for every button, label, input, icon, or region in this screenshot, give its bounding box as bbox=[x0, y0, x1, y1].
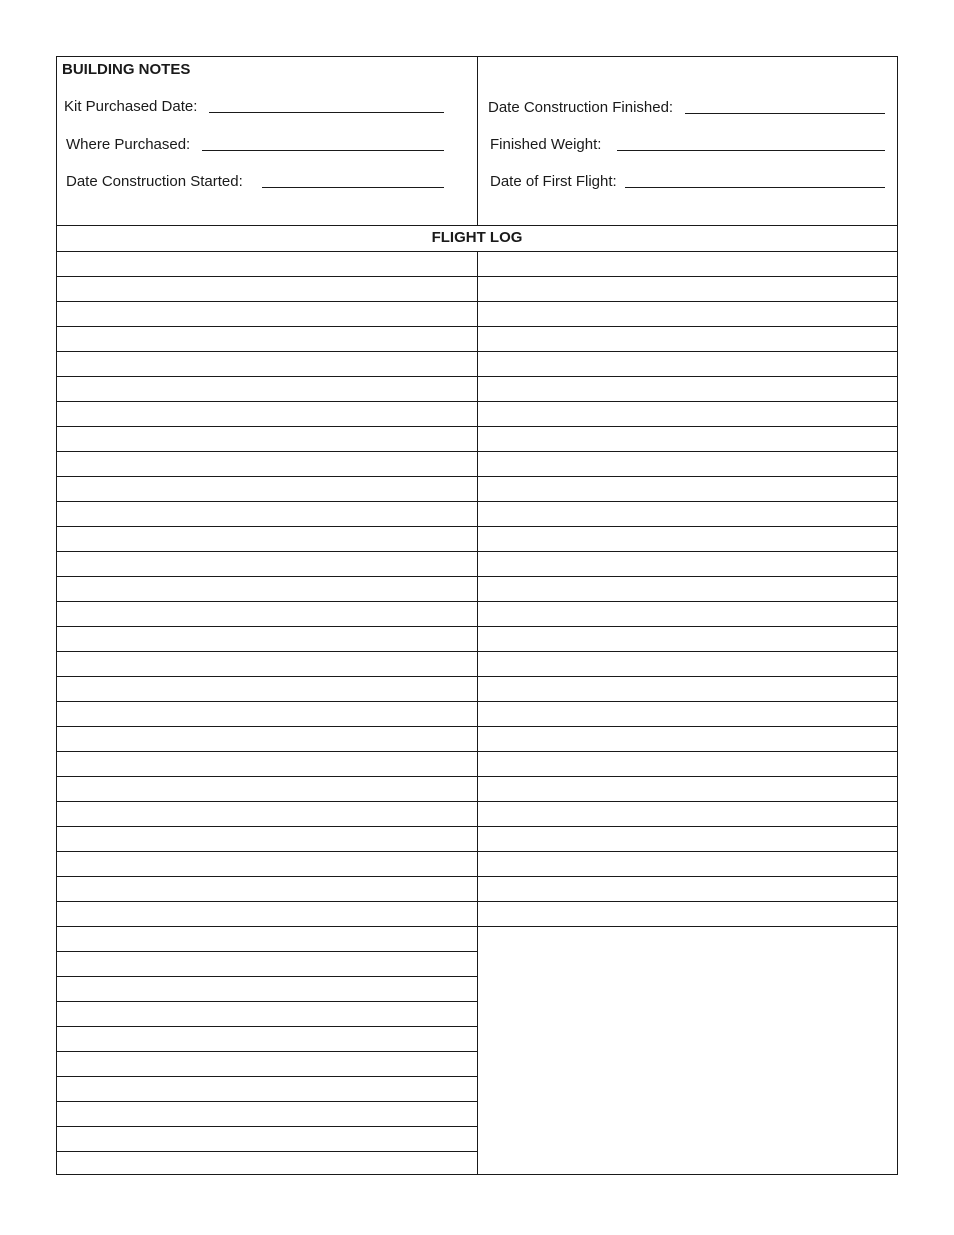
flight-log-row-line bbox=[57, 1076, 477, 1077]
flight-log-column-divider bbox=[477, 251, 478, 1174]
notes-column-divider bbox=[477, 57, 478, 225]
kit-purchased-date-blank[interactable] bbox=[209, 112, 444, 113]
flight-log-row-line bbox=[57, 1101, 477, 1102]
flight-log-row-line bbox=[57, 1126, 477, 1127]
building-notes-heading: BUILDING NOTES bbox=[62, 61, 191, 78]
date-construction-finished-blank[interactable] bbox=[685, 113, 885, 114]
flight-log-row-line bbox=[57, 1001, 477, 1002]
flight-log-row-line bbox=[57, 1151, 477, 1152]
where-purchased-label: Where Purchased: bbox=[66, 136, 191, 153]
flight-log-heading: FLIGHT LOG bbox=[431, 229, 523, 246]
date-of-first-flight-blank[interactable] bbox=[625, 187, 885, 188]
flight-log-row-line bbox=[57, 951, 477, 952]
date-construction-finished-label: Date Construction Finished: bbox=[488, 99, 674, 116]
flight-log-row-line bbox=[57, 1026, 477, 1027]
flight-log-row-line bbox=[57, 1051, 477, 1052]
date-of-first-flight-label: Date of First Flight: bbox=[490, 173, 617, 190]
notes-bottom-rule bbox=[57, 225, 897, 226]
flight-log-row-line bbox=[57, 976, 477, 977]
kit-purchased-date-label: Kit Purchased Date: bbox=[64, 98, 198, 115]
where-purchased-blank[interactable] bbox=[202, 150, 444, 151]
date-construction-started-label: Date Construction Started: bbox=[66, 173, 243, 190]
date-construction-started-blank[interactable] bbox=[262, 187, 444, 188]
finished-weight-blank[interactable] bbox=[617, 150, 885, 151]
finished-weight-label: Finished Weight: bbox=[490, 136, 602, 153]
building-notes-form bbox=[56, 56, 898, 1175]
